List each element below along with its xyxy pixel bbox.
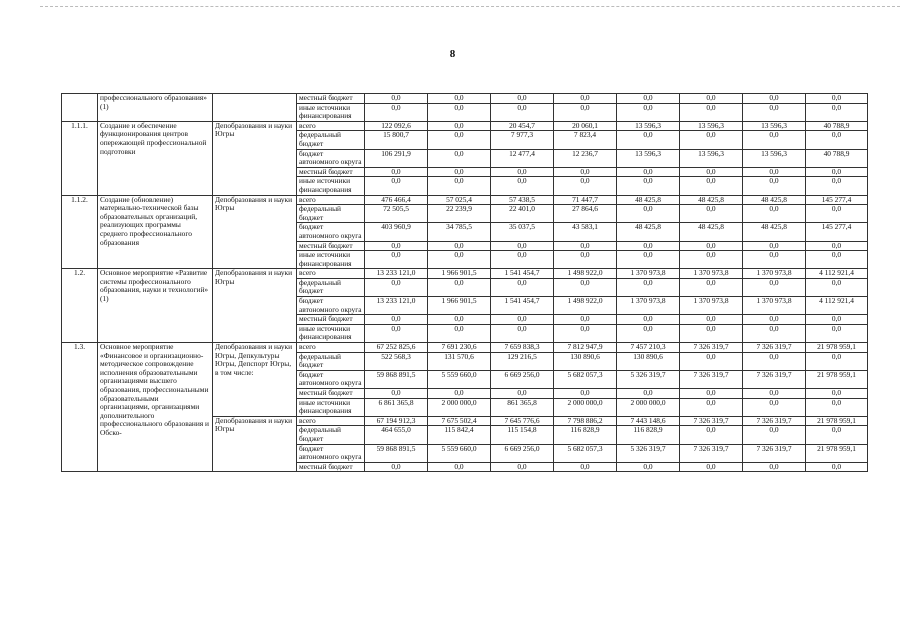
funding-source-cell: всего [297,195,365,205]
amount-cell: 0,0 [554,389,617,399]
amount-cell: 57 025,4 [428,195,491,205]
amount-cell: 129 216,5 [491,352,554,370]
amount-cell: 21 978 959,1 [806,370,868,388]
amount-cell: 0,0 [743,315,806,325]
amount-cell: 0,0 [365,389,428,399]
table-row [62,121,868,131]
amount-cell: 0,0 [743,205,806,223]
amount-cell: 7 326 319,7 [743,444,806,462]
funding-source-cell: всего [297,269,365,279]
amount-cell: 0,0 [743,241,806,251]
amount-cell: 0,0 [554,251,617,269]
funding-source-cell: иные источники финансирования [297,251,365,269]
amount-cell: 0,0 [491,241,554,251]
amount-cell: 5 559 660,0 [428,370,491,388]
amount-cell: 0,0 [743,94,806,104]
amount-cell: 13 596,3 [617,149,680,167]
amount-cell: 0,0 [428,315,491,325]
amount-cell: 40 788,9 [806,149,868,167]
amount-cell: 48 425,8 [617,195,680,205]
amount-cell: 13 596,3 [743,121,806,131]
amount-cell: 0,0 [491,278,554,296]
amount-cell: 0,0 [806,205,868,223]
measure-name-cell: Основное мероприятие «Развитие системы профессионального образования, науки и технологий» (1) [98,269,213,343]
amount-cell: 0,0 [617,103,680,121]
amount-cell: 0,0 [743,251,806,269]
amount-cell: 5 682 057,3 [554,444,617,462]
amount-cell: 0,0 [806,167,868,177]
amount-cell: 5 559 660,0 [428,444,491,462]
amount-cell: 1 498 922,0 [554,297,617,315]
table-row [62,94,868,104]
page-number: 8 [449,48,456,60]
amount-cell: 7 457 210,3 [617,343,680,353]
amount-cell: 0,0 [428,324,491,342]
amount-cell: 0,0 [554,462,617,472]
funding-source-cell: местный бюджет [297,94,365,104]
amount-cell: 48 425,8 [743,195,806,205]
amount-cell: 0,0 [617,94,680,104]
amount-cell: 0,0 [743,324,806,342]
budget-table [61,93,868,472]
amount-cell: 0,0 [617,462,680,472]
amount-cell: 13 233 121,0 [365,297,428,315]
amount-cell: 0,0 [680,352,743,370]
amount-cell: 0,0 [743,278,806,296]
executor-cell: Депобразования и науки Югры [213,416,297,472]
amount-cell: 1 370 973,8 [617,269,680,279]
amount-cell: 0,0 [428,241,491,251]
funding-source-cell: федеральный бюджет [297,426,365,444]
amount-cell: 0,0 [743,389,806,399]
executor-cell: Депобразования и науки Югры [213,195,297,269]
amount-cell: 0,0 [365,94,428,104]
amount-cell: 7 812 947,9 [554,343,617,353]
amount-cell: 7 326 319,7 [680,444,743,462]
amount-cell: 0,0 [428,94,491,104]
amount-cell: 4 112 921,4 [806,269,868,279]
amount-cell: 0,0 [365,167,428,177]
amount-cell: 7 326 319,7 [743,416,806,426]
amount-cell: 0,0 [680,462,743,472]
funding-source-cell: бюджет автономного округа [297,223,365,241]
amount-cell: 34 785,5 [428,223,491,241]
amount-cell: 130 890,6 [617,352,680,370]
amount-cell: 0,0 [554,94,617,104]
amount-cell: 0,0 [617,177,680,195]
amount-cell: 15 800,7 [365,131,428,149]
table-row [62,343,868,353]
amount-cell: 2 000 000,0 [428,398,491,416]
amount-cell: 522 568,3 [365,352,428,370]
amount-cell: 0,0 [617,389,680,399]
amount-cell: 476 466,4 [365,195,428,205]
amount-cell: 0,0 [554,177,617,195]
amount-cell: 7 823,4 [554,131,617,149]
funding-source-cell: иные источники финансирования [297,177,365,195]
amount-cell: 59 868 891,5 [365,444,428,462]
amount-cell: 130 890,6 [554,352,617,370]
table-row [62,269,868,279]
measure-number-cell [62,94,98,122]
amount-cell: 13 596,3 [617,121,680,131]
amount-cell: 0,0 [680,278,743,296]
amount-cell: 0,0 [491,94,554,104]
amount-cell: 0,0 [680,103,743,121]
amount-cell: 22 239,9 [428,205,491,223]
amount-cell: 0,0 [428,177,491,195]
amount-cell: 1 541 454,7 [491,297,554,315]
amount-cell: 0,0 [617,167,680,177]
amount-cell: 21 978 959,1 [806,444,868,462]
amount-cell: 122 092,6 [365,121,428,131]
amount-cell: 7 326 319,7 [743,370,806,388]
amount-cell: 12 236,7 [554,149,617,167]
amount-cell: 403 960,9 [365,223,428,241]
amount-cell: 1 498 922,0 [554,269,617,279]
amount-cell: 27 864,6 [554,205,617,223]
amount-cell: 0,0 [743,398,806,416]
executor-cell: Депобразования и науки Югры [213,121,297,195]
funding-source-cell: всего [297,121,365,131]
amount-cell: 35 037,5 [491,223,554,241]
table-row [62,195,868,205]
amount-cell: 0,0 [806,389,868,399]
amount-cell: 0,0 [743,462,806,472]
funding-source-cell: местный бюджет [297,167,365,177]
amount-cell: 13 596,3 [680,149,743,167]
amount-cell: 0,0 [365,462,428,472]
funding-source-cell: местный бюджет [297,389,365,399]
amount-cell: 0,0 [617,241,680,251]
measure-number-cell: 1.1.2. [62,195,98,269]
amount-cell: 2 000 000,0 [617,398,680,416]
amount-cell: 0,0 [743,352,806,370]
amount-cell: 0,0 [806,241,868,251]
amount-cell: 0,0 [680,167,743,177]
amount-cell: 115 154,8 [491,426,554,444]
amount-cell: 20 454,7 [491,121,554,131]
measure-name-cell: Создание и обеспечение функционирования центров опережающей профессиональной подготовки [98,121,213,195]
amount-cell: 71 447,7 [554,195,617,205]
amount-cell: 131 570,6 [428,352,491,370]
executor-cell [213,94,297,122]
amount-cell: 43 583,1 [554,223,617,241]
amount-cell: 0,0 [806,251,868,269]
executor-cell: Депобразования и науки Югры [213,269,297,343]
amount-cell: 145 277,4 [806,223,868,241]
amount-cell: 40 788,9 [806,121,868,131]
amount-cell: 0,0 [365,278,428,296]
amount-cell: 0,0 [365,241,428,251]
amount-cell: 0,0 [680,389,743,399]
amount-cell: 0,0 [554,324,617,342]
amount-cell: 0,0 [617,131,680,149]
funding-source-cell: федеральный бюджет [297,131,365,149]
amount-cell: 1 370 973,8 [680,269,743,279]
amount-cell: 106 291,9 [365,149,428,167]
amount-cell: 2 000 000,0 [554,398,617,416]
amount-cell: 0,0 [743,177,806,195]
amount-cell: 0,0 [806,94,868,104]
amount-cell: 0,0 [806,352,868,370]
amount-cell: 0,0 [491,251,554,269]
amount-cell: 48 425,8 [743,223,806,241]
amount-cell: 0,0 [365,315,428,325]
funding-source-cell: местный бюджет [297,241,365,251]
amount-cell: 0,0 [806,103,868,121]
amount-cell: 0,0 [428,278,491,296]
amount-cell: 0,0 [680,205,743,223]
measure-number-cell: 1.1.1. [62,121,98,195]
amount-cell: 0,0 [428,131,491,149]
top-scan-edge [40,6,900,7]
amount-cell: 0,0 [554,315,617,325]
amount-cell: 1 370 973,8 [617,297,680,315]
amount-cell: 0,0 [554,103,617,121]
amount-cell: 1 966 901,5 [428,269,491,279]
amount-cell: 0,0 [491,389,554,399]
amount-cell: 0,0 [491,324,554,342]
amount-cell: 1 541 454,7 [491,269,554,279]
amount-cell: 0,0 [806,278,868,296]
funding-source-cell: иные источники финансирования [297,103,365,121]
amount-cell: 116 828,9 [554,426,617,444]
amount-cell: 0,0 [680,241,743,251]
amount-cell: 464 655,0 [365,426,428,444]
amount-cell: 0,0 [743,131,806,149]
amount-cell: 0,0 [806,426,868,444]
funding-source-cell: бюджет автономного округа [297,444,365,462]
measure-name-cell: профессионального образования» (1) [98,94,213,122]
funding-source-cell: бюджет автономного округа [297,370,365,388]
amount-cell: 1 966 901,5 [428,297,491,315]
amount-cell: 48 425,8 [680,195,743,205]
amount-cell: 0,0 [806,324,868,342]
amount-cell: 7 645 776,6 [491,416,554,426]
amount-cell: 5 326 319,7 [617,370,680,388]
amount-cell: 13 596,3 [680,121,743,131]
amount-cell: 21 978 959,1 [806,416,868,426]
amount-cell: 13 596,3 [743,149,806,167]
amount-cell: 0,0 [617,324,680,342]
amount-cell: 1 370 973,8 [743,297,806,315]
amount-cell: 6 669 256,0 [491,444,554,462]
amount-cell: 0,0 [428,389,491,399]
amount-cell: 7 326 319,7 [680,416,743,426]
amount-cell: 67 252 825,6 [365,343,428,353]
measure-name-cell: Создание (обновление) материально-технической базы образовательных организаций, реализующих программы среднего профессионального образования [98,195,213,269]
amount-cell: 67 194 912,3 [365,416,428,426]
funding-source-cell: федеральный бюджет [297,352,365,370]
amount-cell: 7 977,3 [491,131,554,149]
amount-cell: 6 861 365,8 [365,398,428,416]
amount-cell: 0,0 [806,462,868,472]
amount-cell: 0,0 [554,241,617,251]
amount-cell: 1 370 973,8 [743,269,806,279]
amount-cell: 12 477,4 [491,149,554,167]
amount-cell: 7 326 319,7 [680,370,743,388]
amount-cell: 13 233 121,0 [365,269,428,279]
amount-cell: 0,0 [680,94,743,104]
amount-cell: 0,0 [806,177,868,195]
amount-cell: 0,0 [680,177,743,195]
funding-source-cell: всего [297,343,365,353]
executor-cell: Депобразования и науки Югры, Депкультуры Югры, Депспорт Югры, в том числе: [213,343,297,417]
amount-cell: 0,0 [365,324,428,342]
amount-cell: 0,0 [491,462,554,472]
amount-cell: 0,0 [680,315,743,325]
funding-source-cell: бюджет автономного округа [297,297,365,315]
amount-cell: 5 682 057,3 [554,370,617,388]
funding-source-cell: бюджет автономного округа [297,149,365,167]
amount-cell: 7 798 886,2 [554,416,617,426]
amount-cell: 20 060,1 [554,121,617,131]
amount-cell: 72 505,5 [365,205,428,223]
amount-cell: 0,0 [365,251,428,269]
amount-cell: 7 443 148,6 [617,416,680,426]
amount-cell: 57 438,5 [491,195,554,205]
amount-cell: 0,0 [428,149,491,167]
amount-cell: 0,0 [617,278,680,296]
funding-source-cell: местный бюджет [297,462,365,472]
funding-source-cell: иные источники финансирования [297,324,365,342]
amount-cell: 7 691 230,6 [428,343,491,353]
amount-cell: 145 277,4 [806,195,868,205]
amount-cell: 115 842,4 [428,426,491,444]
measure-name-cell: Основное мероприятие «Финансовое и организационно-методическое сопровождение исполнения образовательными организациями высшего образования, профессиональными образовательными организациями, организациями дополнительного профессионального образования и Обско- [98,343,213,472]
amount-cell: 59 868 891,5 [365,370,428,388]
amount-cell: 7 659 838,3 [491,343,554,353]
amount-cell: 0,0 [617,315,680,325]
amount-cell: 0,0 [365,177,428,195]
measure-number-cell: 1.3. [62,343,98,472]
funding-source-cell: иные источники финансирования [297,398,365,416]
amount-cell: 0,0 [428,251,491,269]
amount-cell: 0,0 [680,426,743,444]
amount-cell: 0,0 [617,251,680,269]
amount-cell: 116 828,9 [617,426,680,444]
amount-cell: 0,0 [491,167,554,177]
amount-cell: 0,0 [428,103,491,121]
amount-cell: 0,0 [491,177,554,195]
amount-cell: 0,0 [491,315,554,325]
amount-cell: 4 112 921,4 [806,297,868,315]
funding-source-cell: всего [297,416,365,426]
amount-cell: 0,0 [428,462,491,472]
amount-cell: 0,0 [743,167,806,177]
amount-cell: 7 326 319,7 [680,343,743,353]
amount-cell: 48 425,8 [617,223,680,241]
amount-cell: 7 326 319,7 [743,343,806,353]
amount-cell: 0,0 [743,103,806,121]
amount-cell: 0,0 [554,278,617,296]
amount-cell: 0,0 [680,251,743,269]
amount-cell: 0,0 [680,398,743,416]
amount-cell: 0,0 [428,121,491,131]
amount-cell: 0,0 [428,167,491,177]
amount-cell: 0,0 [680,131,743,149]
funding-source-cell: федеральный бюджет [297,205,365,223]
amount-cell: 0,0 [617,205,680,223]
funding-source-cell: местный бюджет [297,315,365,325]
amount-cell: 0,0 [806,398,868,416]
amount-cell: 1 370 973,8 [680,297,743,315]
amount-cell: 0,0 [365,103,428,121]
amount-cell: 0,0 [806,315,868,325]
amount-cell: 861 365,8 [491,398,554,416]
amount-cell: 6 669 256,0 [491,370,554,388]
amount-cell: 7 675 502,4 [428,416,491,426]
amount-cell: 5 326 319,7 [617,444,680,462]
amount-cell: 0,0 [680,324,743,342]
amount-cell: 0,0 [806,131,868,149]
amount-cell: 0,0 [554,167,617,177]
funding-source-cell: федеральный бюджет [297,278,365,296]
amount-cell: 48 425,8 [680,223,743,241]
amount-cell: 21 978 959,1 [806,343,868,353]
measure-number-cell: 1.2. [62,269,98,343]
amount-cell: 0,0 [743,426,806,444]
amount-cell: 0,0 [491,103,554,121]
amount-cell: 22 401,0 [491,205,554,223]
